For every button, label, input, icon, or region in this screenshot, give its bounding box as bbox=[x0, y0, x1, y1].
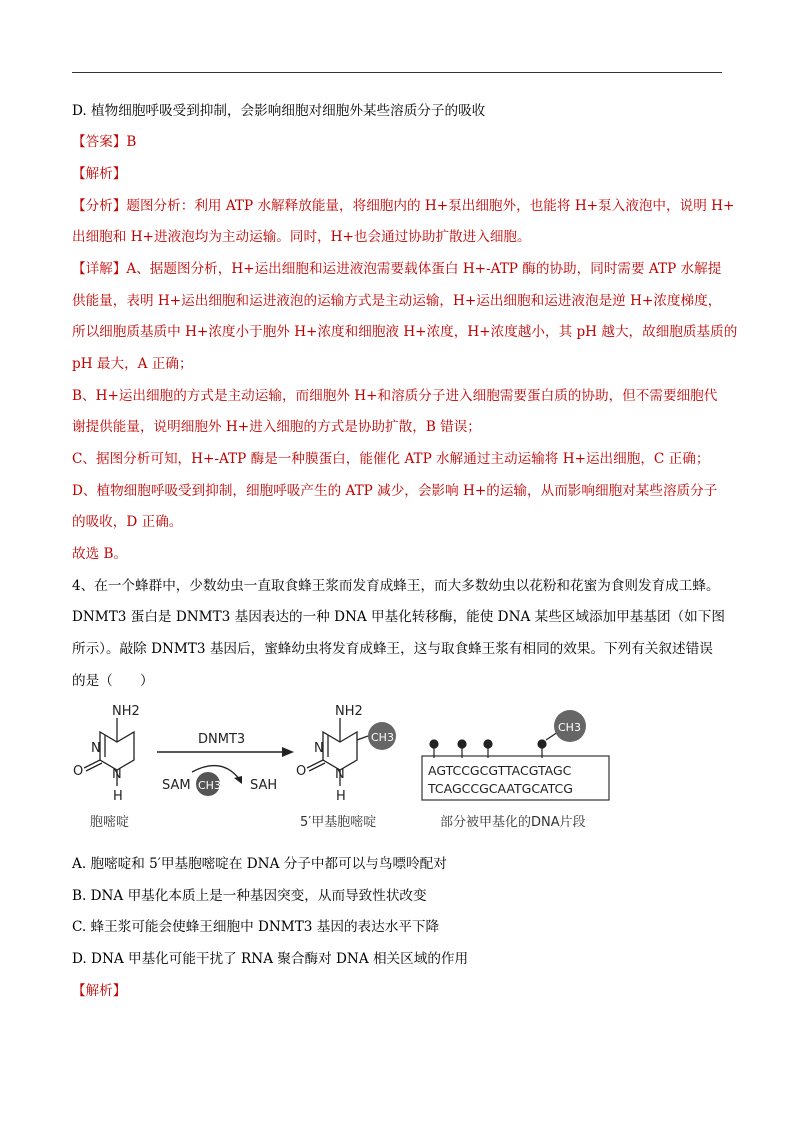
cytosine-n2: N bbox=[112, 767, 122, 782]
dna-methylation-figure bbox=[72, 700, 722, 840]
analysis-header: 【解析】 bbox=[72, 166, 127, 182]
cytosine-n1: N bbox=[91, 741, 101, 756]
sam-label: SAM bbox=[162, 778, 191, 793]
dna-top-strand: AGTCCGCGTTACGTAGC bbox=[428, 763, 572, 778]
answer-label: 【答案】B bbox=[72, 134, 137, 150]
fenxi-line-1: 【分析】题图分析：利用 ATP 水解释放能量，将细胞内的 H+泵出细胞外，也能将 H+泵入液泡中，说明 H+ bbox=[72, 198, 735, 214]
methylcytosine-nh2: NH2 bbox=[335, 704, 363, 719]
sam-ch3: CH3 bbox=[198, 779, 221, 792]
option-c: C. 蜂王浆可能会使蜂王细胞中 DNMT3 基因的表达水平下降 bbox=[72, 919, 440, 935]
sah-label: SAH bbox=[250, 778, 278, 793]
explain-b-line-2: 谢提供能量，说明细胞外 H+进入细胞的方式是协助扩散，B 错误； bbox=[72, 419, 481, 435]
cofactor-arrowhead bbox=[234, 776, 242, 784]
methyl-markers bbox=[430, 732, 558, 758]
cytosine-h: H bbox=[113, 789, 123, 804]
option-d-previous: D. 植物细胞呼吸受到抑制，会影响细胞对细胞外某些溶质分子的吸收 bbox=[72, 103, 486, 119]
methylcytosine-o: O bbox=[296, 764, 307, 779]
option-b: B. DNA 甲基化本质上是一种基因突变，从而导致性状改变 bbox=[72, 888, 427, 904]
dna-bottom-strand: TCAGCCGCAATGCATCG bbox=[428, 781, 573, 796]
methylcytosine-ch3: CH3 bbox=[371, 731, 394, 744]
explain-b-line-1: B、H+运出细胞的方式是主动运输，而细胞外 H+和溶质分子进入细胞需要蛋白质的协助，但不需要细胞代 bbox=[72, 388, 718, 404]
xiangjie-line-2: 供能量，表明 H+运出细胞和运进液泡的运输方式是主动运输，H+运出细胞和运进液泡是逆 H+浓度梯度， bbox=[72, 293, 722, 309]
methylcytosine-label: 5′甲基胞嘧啶 bbox=[300, 815, 377, 830]
methylcytosine-n1: N bbox=[314, 741, 324, 756]
xiangjie-line-4: pH 最大，A 正确； bbox=[72, 356, 193, 372]
cytosine-nh2: NH2 bbox=[112, 704, 140, 719]
dna-fragment-label: 部分被甲基化的DNA片段 bbox=[440, 815, 586, 830]
enzyme-label: DNMT3 bbox=[198, 732, 246, 747]
conclusion: 故选 B。 bbox=[72, 546, 128, 562]
option-a: A. 胞嘧啶和 5′甲基胞嘧啶在 DNA 分子中都可以与鸟嘌呤配对 bbox=[72, 856, 447, 872]
explain-d-line-1: D、植物细胞呼吸受到抑制，细胞呼吸产生的 ATP 减少，会影响 H+的运输，从而影响细胞对某些溶质分子 bbox=[72, 483, 718, 499]
methylcytosine-n2: N bbox=[335, 767, 345, 782]
dna-ch3: CH3 bbox=[558, 721, 581, 734]
methylcytosine-h: H bbox=[336, 789, 346, 804]
xiangjie-line-1: 【详解】A、据题图分析，H+运出细胞和运进液泡需要载体蛋白 H+-ATP 酶的协助，同时需要 ATP 水解提 bbox=[72, 261, 722, 277]
cytosine-o: O bbox=[73, 764, 84, 779]
cytosine-label: 胞嘧啶 bbox=[90, 815, 130, 830]
xiangjie-line-3: 所以细胞质基质中 H+浓度小于胞外 H+浓度和细胞液 H+浓度，H+浓度越小，其 pH 越大，故细胞质基质的 bbox=[72, 324, 738, 340]
explain-d-line-2: 的吸收，D 正确。 bbox=[72, 514, 183, 530]
question4-stem-line-1: 4、在一个蜂群中，少数幼虫一直取食蜂王浆而发育成蜂王，而大多数幼虫以花粉和花蜜为食则发育成工蜂。 bbox=[72, 578, 720, 594]
fenxi-line-2: 出细胞和 H+进液泡均为主动运输。同时，H+也会通过协助扩散进入细胞。 bbox=[72, 229, 531, 245]
question4-analysis-header: 【解析】 bbox=[72, 983, 127, 999]
question4-stem-line-4: 的是（ ） bbox=[72, 673, 154, 689]
explain-c-line: C、据图分析可知，H+-ATP 酶是一种膜蛋白，能催化 ATP 水解通过主动运输将 H+运出细胞，C 正确； bbox=[72, 451, 710, 467]
question4-stem-line-3: 所示）。敲除 DNMT3 基因后，蜜蜂幼虫将发育成蜂王，这与取食蜂王浆有相同的效果。下列有关叙述错误 bbox=[72, 641, 713, 657]
reaction-arrowhead bbox=[282, 747, 294, 757]
question4-stem-line-2: DNMT3 蛋白是 DNMT3 基因表达的一种 DNA 甲基化转移酶，能使 DNA 某些区域添加甲基基团（如下图 bbox=[72, 609, 725, 625]
option-d: D. DNA 甲基化可能干扰了 RNA 聚合酶对 DNA 相关区域的作用 bbox=[72, 951, 469, 967]
header-rule bbox=[72, 72, 722, 73]
